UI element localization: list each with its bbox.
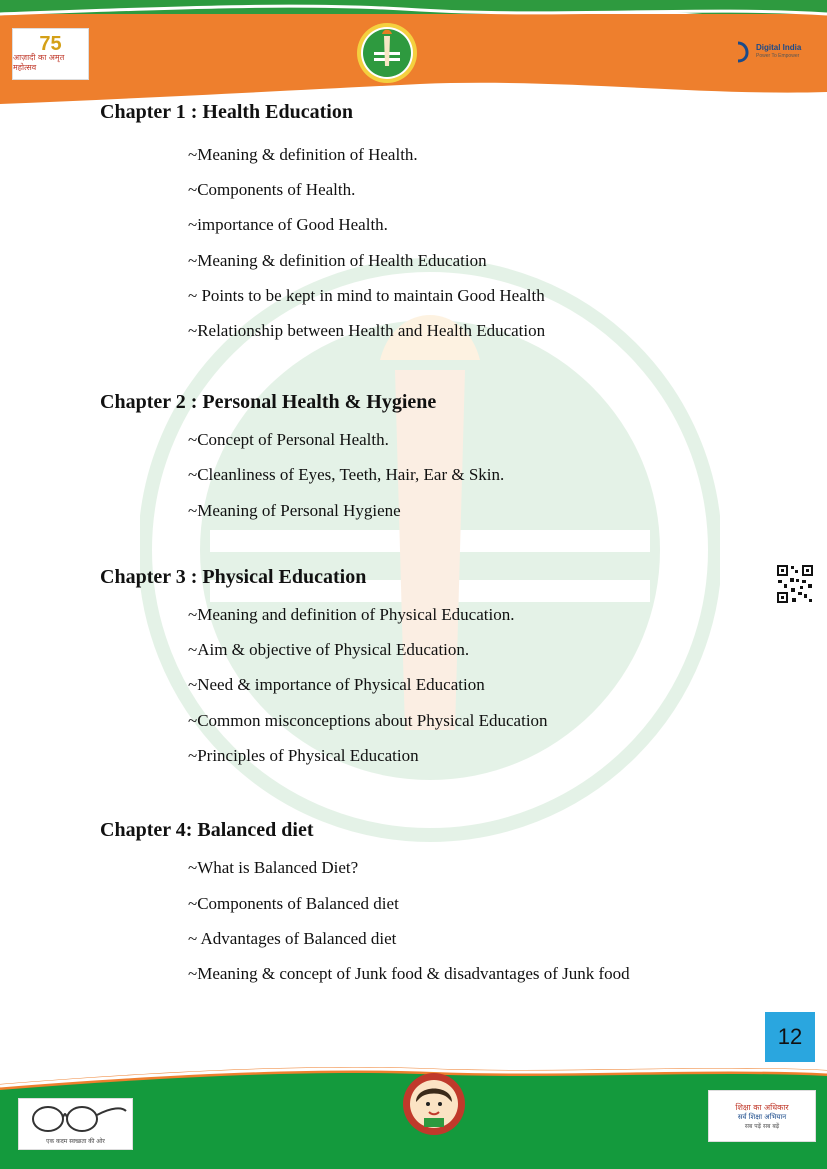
logo-caption: आज़ादी का अमृत महोत्सव xyxy=(13,53,65,72)
rte-line-1: शिक्षा का अधिकार xyxy=(735,1103,789,1112)
swachh-bharat-logo xyxy=(18,1098,133,1150)
chapter-1-topic: ~ Points to be kept in mind to maintain Good Health xyxy=(188,286,545,305)
chapter-1-topic: ~Meaning & definition of Health. xyxy=(188,145,418,164)
digital-india-logo xyxy=(735,40,805,64)
chapter-1-title: Chapter 1 : Health Education xyxy=(100,101,353,123)
chapter-4-topic: ~What is Balanced Diet? xyxy=(188,858,359,877)
chapter-1-topic: ~Components of Health. xyxy=(188,180,356,199)
right-to-education-logo xyxy=(708,1090,816,1142)
chapter-1-topic: ~importance of Good Health. xyxy=(188,215,388,234)
chapter-3-topic: ~Meaning and definition of Physical Education. xyxy=(188,605,515,624)
chapter-1-topic: ~Relationship between Health and Health Education xyxy=(188,321,546,340)
chapter-3-topic: ~Need & importance of Physical Education xyxy=(188,675,485,694)
logo-number: 75 xyxy=(39,33,62,55)
digital-india-subtitle: Power To Empower xyxy=(756,53,800,59)
rte-line-3: सब पढ़ें सब बढ़ें xyxy=(744,1123,780,1130)
chapter-3-topic: ~Aim & objective of Physical Education. xyxy=(188,640,470,659)
digital-india-icon xyxy=(735,41,753,63)
chapter-4-title: Chapter 4: Balanced diet xyxy=(100,819,314,841)
page-number: 12 xyxy=(777,1024,803,1049)
chapter-4-topic: ~ Advantages of Balanced diet xyxy=(188,929,397,948)
chapter-2-topic: ~Cleanliness of Eyes, Teeth, Hair, Ear & Skin. xyxy=(188,465,505,484)
rte-line-2: सर्व शिक्षा अभियान xyxy=(737,1113,787,1121)
chapter-3-topic: ~Common misconceptions about Physical Education xyxy=(188,711,548,730)
chapter-2-title: Chapter 2 : Personal Health & Hygiene xyxy=(100,391,437,413)
page-number-badge xyxy=(765,1012,815,1062)
chapter-1-topic: ~Meaning & definition of Health Education xyxy=(188,251,487,270)
azadi-amrit-mahotsav-logo xyxy=(12,28,89,80)
chapter-3-title: Chapter 3 : Physical Education xyxy=(100,566,367,588)
chapter-4-topic: ~Meaning & concept of Junk food & disadvantages of Junk food xyxy=(188,964,630,983)
chapter-4-topic: ~Components of Balanced diet xyxy=(188,894,399,913)
beti-bachao-beti-padhao-icon xyxy=(402,1072,466,1136)
board-emblem-icon xyxy=(356,22,418,84)
qr-code-icon[interactable] xyxy=(776,564,814,604)
page-header xyxy=(0,0,827,105)
swachh-bharat-caption: एक कदम स्वच्छता की ओर xyxy=(46,1138,105,1145)
chapter-2-topic: ~Concept of Personal Health. xyxy=(188,430,389,449)
digital-india-title: Digital India xyxy=(756,43,802,52)
chapter-2-topic: ~Meaning of Personal Hygiene xyxy=(188,501,401,520)
chapter-3-topic: ~Principles of Physical Education xyxy=(188,746,419,765)
spectacles-icon xyxy=(24,1103,128,1135)
